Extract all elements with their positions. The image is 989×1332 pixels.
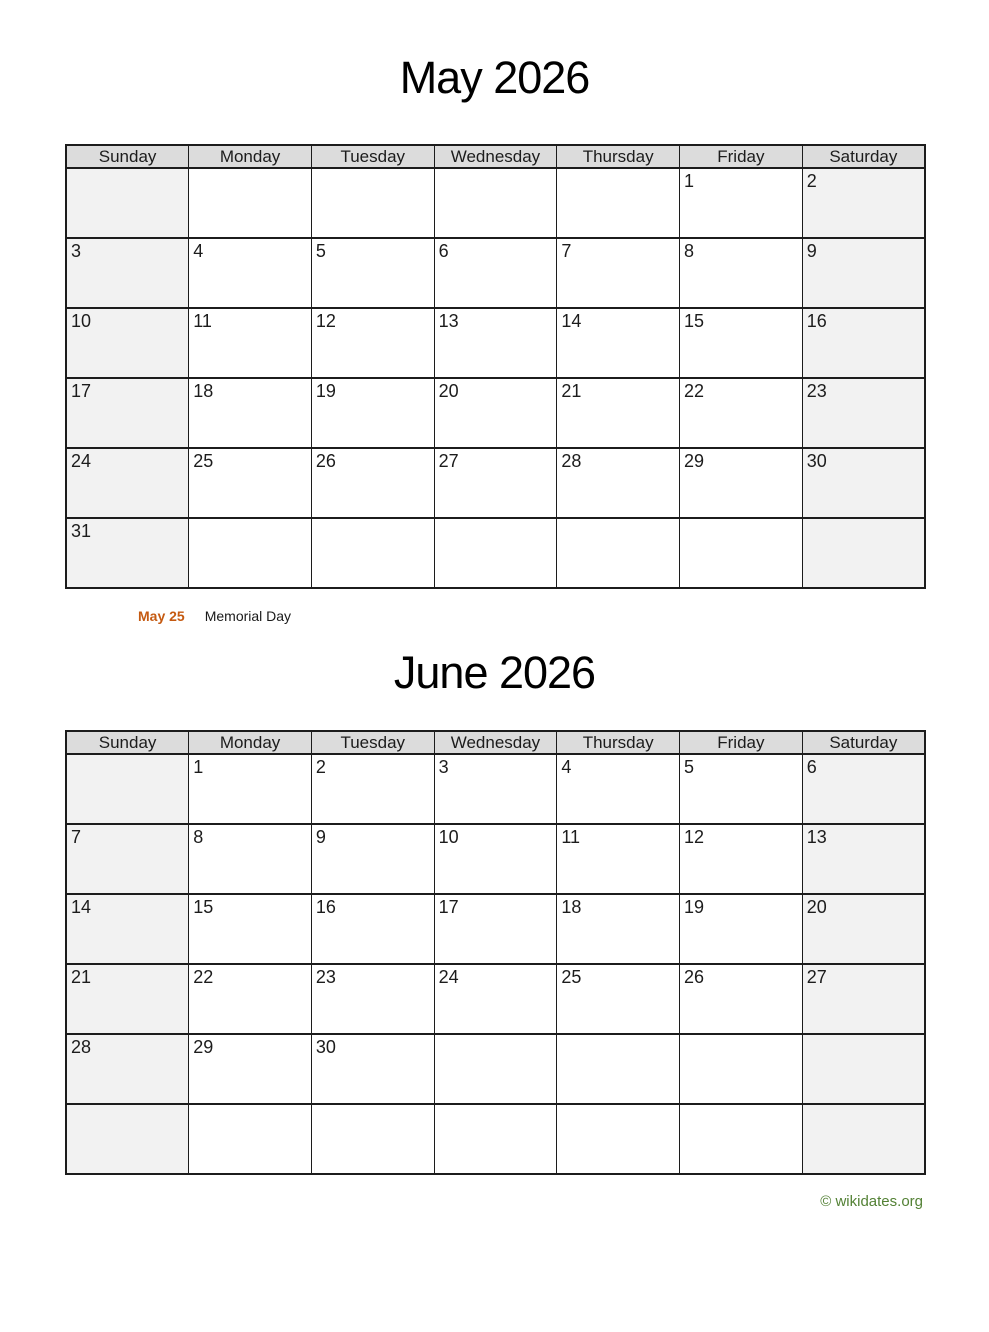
day-cell-6: 6	[802, 754, 925, 824]
day-cell-empty	[66, 754, 189, 824]
calendar-table-june	[65, 730, 926, 1175]
weekday-header-monday: Monday	[189, 145, 312, 168]
day-cell-7: 7	[66, 824, 189, 894]
day-cell-3: 3	[66, 238, 189, 308]
day-cell-empty	[311, 168, 434, 238]
day-cell-13: 13	[434, 308, 557, 378]
day-cell-18: 18	[557, 894, 680, 964]
day-cell-empty	[557, 518, 680, 588]
day-cell-empty	[680, 518, 803, 588]
week-row	[66, 168, 925, 238]
day-cell-29: 29	[680, 448, 803, 518]
weekday-header-friday: Friday	[680, 145, 803, 168]
day-cell-12: 12	[680, 824, 803, 894]
week-row	[66, 378, 925, 448]
day-cell-9: 9	[311, 824, 434, 894]
day-cell-16: 16	[802, 308, 925, 378]
week-row	[66, 964, 925, 1034]
weekday-header-monday: Monday	[189, 731, 312, 754]
day-cell-11: 11	[557, 824, 680, 894]
holiday-note	[138, 607, 989, 625]
week-row	[66, 448, 925, 518]
day-cell-17: 17	[434, 894, 557, 964]
day-cell-6: 6	[434, 238, 557, 308]
week-row	[66, 238, 925, 308]
day-cell-10: 10	[66, 308, 189, 378]
day-cell-11: 11	[189, 308, 312, 378]
day-cell-21: 21	[557, 378, 680, 448]
weekday-header-wednesday: Wednesday	[434, 731, 557, 754]
weekday-header-sunday: Sunday	[66, 145, 189, 168]
week-row	[66, 308, 925, 378]
week-row	[66, 1034, 925, 1104]
day-cell-10: 10	[434, 824, 557, 894]
day-cell-empty	[434, 1104, 557, 1174]
day-cell-20: 20	[802, 894, 925, 964]
day-cell-30: 30	[802, 448, 925, 518]
day-cell-4: 4	[557, 754, 680, 824]
day-cell-17: 17	[66, 378, 189, 448]
day-cell-2: 2	[802, 168, 925, 238]
day-cell-empty	[434, 518, 557, 588]
day-cell-empty	[680, 1104, 803, 1174]
day-cell-23: 23	[802, 378, 925, 448]
day-cell-empty	[434, 1034, 557, 1104]
day-cell-27: 27	[434, 448, 557, 518]
day-cell-22: 22	[189, 964, 312, 1034]
day-cell-26: 26	[311, 448, 434, 518]
day-cell-14: 14	[557, 308, 680, 378]
day-cell-25: 25	[557, 964, 680, 1034]
weekday-header-saturday: Saturday	[802, 731, 925, 754]
weekday-header-tuesday: Tuesday	[311, 731, 434, 754]
week-row	[66, 754, 925, 824]
day-cell-empty	[802, 518, 925, 588]
day-cell-5: 5	[680, 754, 803, 824]
week-row	[66, 824, 925, 894]
day-cell-28: 28	[66, 1034, 189, 1104]
weekday-header-saturday: Saturday	[802, 145, 925, 168]
day-cell-empty	[66, 168, 189, 238]
month-title-june: June 2026	[393, 647, 596, 698]
day-cell-8: 8	[189, 824, 312, 894]
day-cell-empty	[557, 168, 680, 238]
holiday-date: May 25	[138, 608, 185, 624]
week-row	[66, 1104, 925, 1174]
month-title-may: May 2026	[399, 52, 590, 103]
weekday-header-row	[66, 731, 925, 754]
day-cell-16: 16	[311, 894, 434, 964]
calendar-table-may	[65, 144, 926, 589]
day-cell-empty	[189, 518, 312, 588]
day-cell-empty	[802, 1104, 925, 1174]
day-cell-24: 24	[434, 964, 557, 1034]
weekday-header-sunday: Sunday	[66, 731, 189, 754]
day-cell-empty	[311, 1104, 434, 1174]
day-cell-1: 1	[189, 754, 312, 824]
week-row	[66, 518, 925, 588]
day-cell-24: 24	[66, 448, 189, 518]
day-cell-15: 15	[680, 308, 803, 378]
weekday-header-friday: Friday	[680, 731, 803, 754]
day-cell-22: 22	[680, 378, 803, 448]
holiday-label: Memorial Day	[204, 608, 292, 624]
day-cell-empty	[434, 168, 557, 238]
day-cell-18: 18	[189, 378, 312, 448]
day-cell-5: 5	[311, 238, 434, 308]
day-cell-empty	[557, 1104, 680, 1174]
day-cell-7: 7	[557, 238, 680, 308]
day-cell-14: 14	[66, 894, 189, 964]
day-cell-empty	[557, 1034, 680, 1104]
day-cell-31: 31	[66, 518, 189, 588]
weekday-header-tuesday: Tuesday	[311, 145, 434, 168]
day-cell-28: 28	[557, 448, 680, 518]
weekday-header-row	[66, 145, 925, 168]
day-cell-9: 9	[802, 238, 925, 308]
day-cell-26: 26	[680, 964, 803, 1034]
footer-credit-link[interactable]: © wikidates.org	[820, 1193, 923, 1210]
day-cell-1: 1	[680, 168, 803, 238]
day-cell-19: 19	[311, 378, 434, 448]
day-cell-2: 2	[311, 754, 434, 824]
day-cell-3: 3	[434, 754, 557, 824]
day-cell-13: 13	[802, 824, 925, 894]
day-cell-21: 21	[66, 964, 189, 1034]
day-cell-empty	[802, 1034, 925, 1104]
day-cell-8: 8	[680, 238, 803, 308]
day-cell-25: 25	[189, 448, 312, 518]
day-cell-empty	[189, 1104, 312, 1174]
day-cell-29: 29	[189, 1034, 312, 1104]
day-cell-empty	[311, 518, 434, 588]
day-cell-15: 15	[189, 894, 312, 964]
day-cell-27: 27	[802, 964, 925, 1034]
day-cell-empty	[66, 1104, 189, 1174]
day-cell-23: 23	[311, 964, 434, 1034]
day-cell-empty	[189, 168, 312, 238]
day-cell-19: 19	[680, 894, 803, 964]
weekday-header-wednesday: Wednesday	[434, 145, 557, 168]
week-row	[66, 894, 925, 964]
day-cell-4: 4	[189, 238, 312, 308]
day-cell-20: 20	[434, 378, 557, 448]
day-cell-12: 12	[311, 308, 434, 378]
day-cell-empty	[680, 1034, 803, 1104]
calendar-page	[0, 52, 989, 1210]
day-cell-30: 30	[311, 1034, 434, 1104]
weekday-header-thursday: Thursday	[557, 731, 680, 754]
weekday-header-thursday: Thursday	[557, 145, 680, 168]
